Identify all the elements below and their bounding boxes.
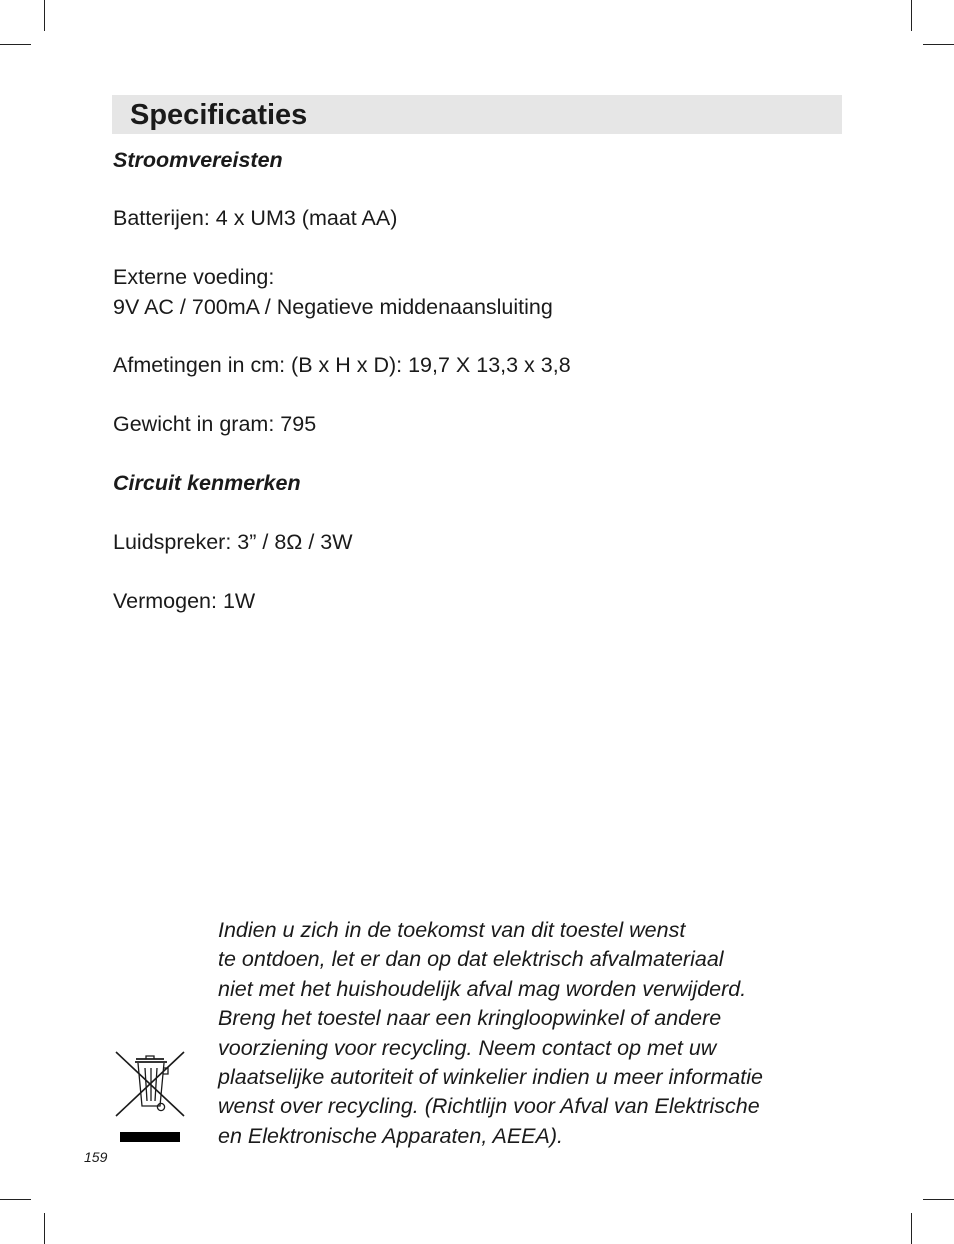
page-title: Specificaties	[130, 99, 308, 131]
crop-mark	[923, 1199, 954, 1200]
page-number: 159	[84, 1149, 108, 1165]
disposal-line: wenst over recycling. (Richtlijn voor Afval van Elektrische	[218, 1094, 760, 1119]
crop-mark	[0, 44, 31, 45]
crop-mark	[0, 1199, 31, 1200]
disposal-line: Indien u zich in de toekomst van dit toestel wenst	[218, 918, 686, 942]
dimensions-spec: Afmetingen in cm: (B x H x D): 19,7 X 13,3 x 3,8	[113, 353, 571, 377]
external-power-value: 9V AC / 700mA / Negatieve middenaansluiting	[113, 295, 553, 319]
weee-crossed-bin-icon	[112, 1048, 188, 1144]
external-power-label: Externe voeding:	[113, 265, 275, 289]
crop-mark	[911, 0, 912, 31]
disposal-line: niet met het huishoudelijk afval mag worden verwijderd.	[218, 976, 747, 1001]
disposal-line: te ontdoen, let er dan op dat elektrisch afvalmateriaal	[218, 947, 724, 972]
batteries-spec: Batterijen: 4 x UM3 (maat AA)	[113, 206, 398, 230]
disposal-line: en Elektronische Apparaten, AEEA).	[218, 1123, 563, 1148]
disposal-notice	[218, 916, 848, 1151]
power-heading: Stroomvereisten	[113, 148, 283, 172]
circuit-heading: Circuit kenmerken	[113, 471, 301, 495]
disposal-line: plaatselijke autoriteit of winkelier indien u meer informatie	[218, 1065, 763, 1090]
weight-spec: Gewicht in gram: 795	[113, 412, 317, 436]
disposal-line: Breng het toestel naar een kringloopwinkel of andere	[218, 1006, 722, 1031]
crop-mark	[923, 44, 954, 45]
crop-mark	[911, 1213, 912, 1244]
crop-mark	[44, 1213, 45, 1244]
power-output-spec: Vermogen: 1W	[113, 589, 256, 613]
crop-mark	[44, 0, 45, 31]
speaker-spec: Luidspreker: 3” / 8Ω / 3W	[113, 530, 353, 554]
disposal-line: voorziening voor recycling. Neem contact op met uw	[218, 1035, 717, 1060]
